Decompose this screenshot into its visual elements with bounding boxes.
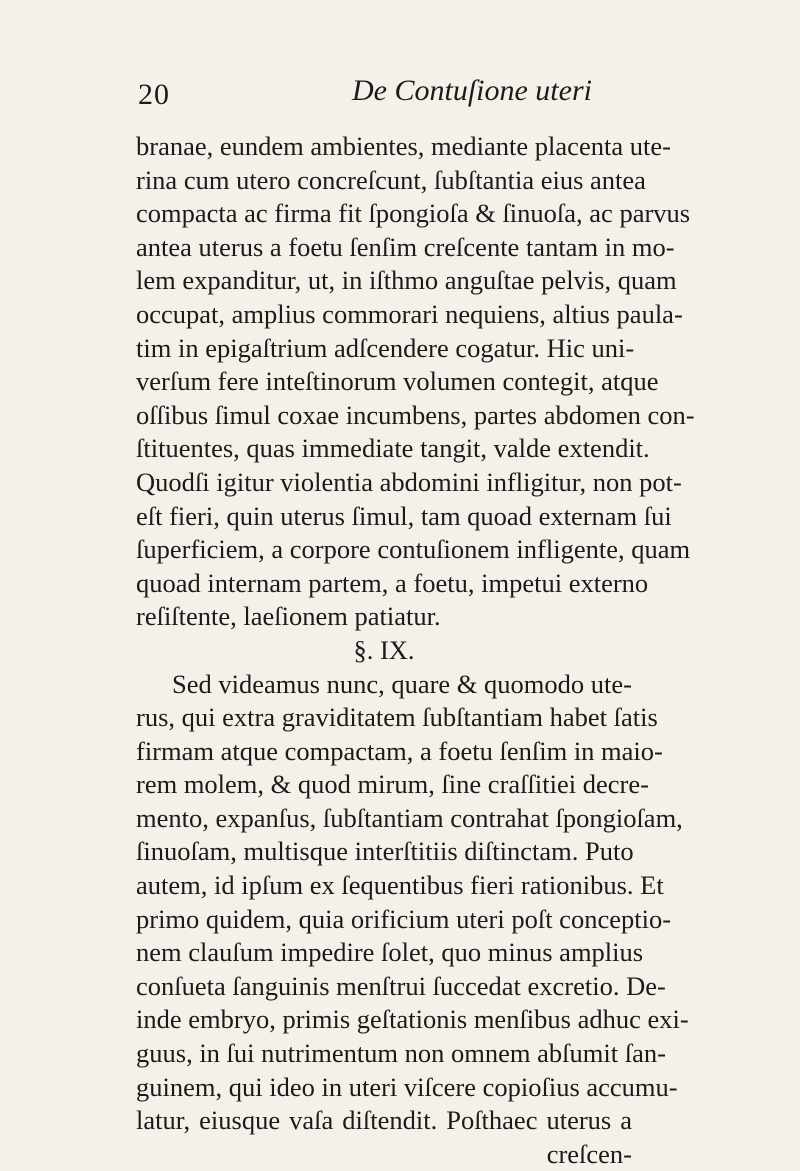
text-line: primo quidem, quia orificium uteri poſt conceptio- (136, 903, 672, 934)
text-line: verſum fere inteſtinorum volumen contegit, atque (136, 366, 659, 397)
text-line: conſueta ſanguinis menſtrui ſuccedat excretio. De- (136, 970, 666, 1001)
text-line: firmam atque compactam, a foetu ſenſim in maio- (136, 735, 663, 766)
text-line: rus, qui extra graviditatem ſubſtantiam habet ſatis (136, 702, 658, 733)
text-line: occupat, amplius commorari nequiens, altius paula- (136, 298, 683, 329)
text-line: lem expanditur, ut, in iſthmo anguſtae pelvis, quam (136, 265, 677, 296)
text-line: guinem, qui ideo in uteri viſcere copioſius accumu- (136, 1071, 678, 1102)
text-line: Sed videamus nunc, quare & quomodo ute- (172, 668, 632, 699)
text-line: quoad internam partem, a foetu, impetui externo (136, 567, 649, 598)
text-line: antea uterus a foetu ſenſim creſcente tantam in mo- (136, 231, 675, 262)
text-line: guus, in ſui nutrimentum non omnem abſumit ſan- (136, 1038, 666, 1069)
text-line: rina cum utero concreſcunt, ſubſtantia eius antea (136, 164, 646, 195)
text-line: mento, expanſus, ſubſtantiam contrahat ſpongioſam, (136, 802, 683, 833)
text-line: tim in epigaſtrium adſcendere cogatur. Hic uni- (136, 332, 635, 363)
text-line: ſuperficiem, a corpore contuſionem infligente, quam (136, 534, 691, 565)
text-line: autem, id ipſum ex ſequentibus fieri rationibus. Et (136, 870, 664, 901)
catchword: creſcen- (546, 1138, 632, 1169)
page-number: 20 (138, 78, 170, 111)
text-line: rem molem, & quod mirum, ſine craſſitiei decre- (136, 769, 649, 800)
text-line: branae, eundem ambientes, mediante placenta ute- (136, 131, 671, 161)
running-title: De Contuſione uteri (352, 74, 592, 107)
text-line: ſtituentes, quas immediate tangit, valde extendit. (136, 433, 650, 464)
text-line: compacta ac firma fit ſpongioſa & ſinuoſa, ac parvus (136, 198, 691, 229)
text-line: Quodſi igitur violentia abdomini infligitur, non pot- (136, 466, 682, 497)
page-header (0, 0, 800, 130)
text-block (136, 130, 695, 1171)
text-line: oſſibus ſimul coxae incumbens, partes abdomen con- (136, 399, 695, 430)
text-line: reſiſtente, laeſionem patiatur. (136, 601, 441, 632)
section-heading: §. IX. (353, 634, 415, 665)
text-line: ſinuoſam, multisque interſtitiis diſtinctam. Puto (136, 836, 634, 867)
text-line: nem clauſum impedire ſolet, quo minus amplius (136, 937, 644, 968)
paragraph-1 (136, 130, 695, 634)
paragraph-2 (136, 668, 689, 1138)
text-line: inde embryo, primis geſtationis menſibus adhuc exi- (136, 1004, 689, 1035)
text-line: latur, eiusque vaſa diſtendit. Poſthaec uterus a (136, 1105, 632, 1136)
text-line: eſt fieri, quin uterus ſimul, tam quoad externam ſui (136, 500, 672, 531)
